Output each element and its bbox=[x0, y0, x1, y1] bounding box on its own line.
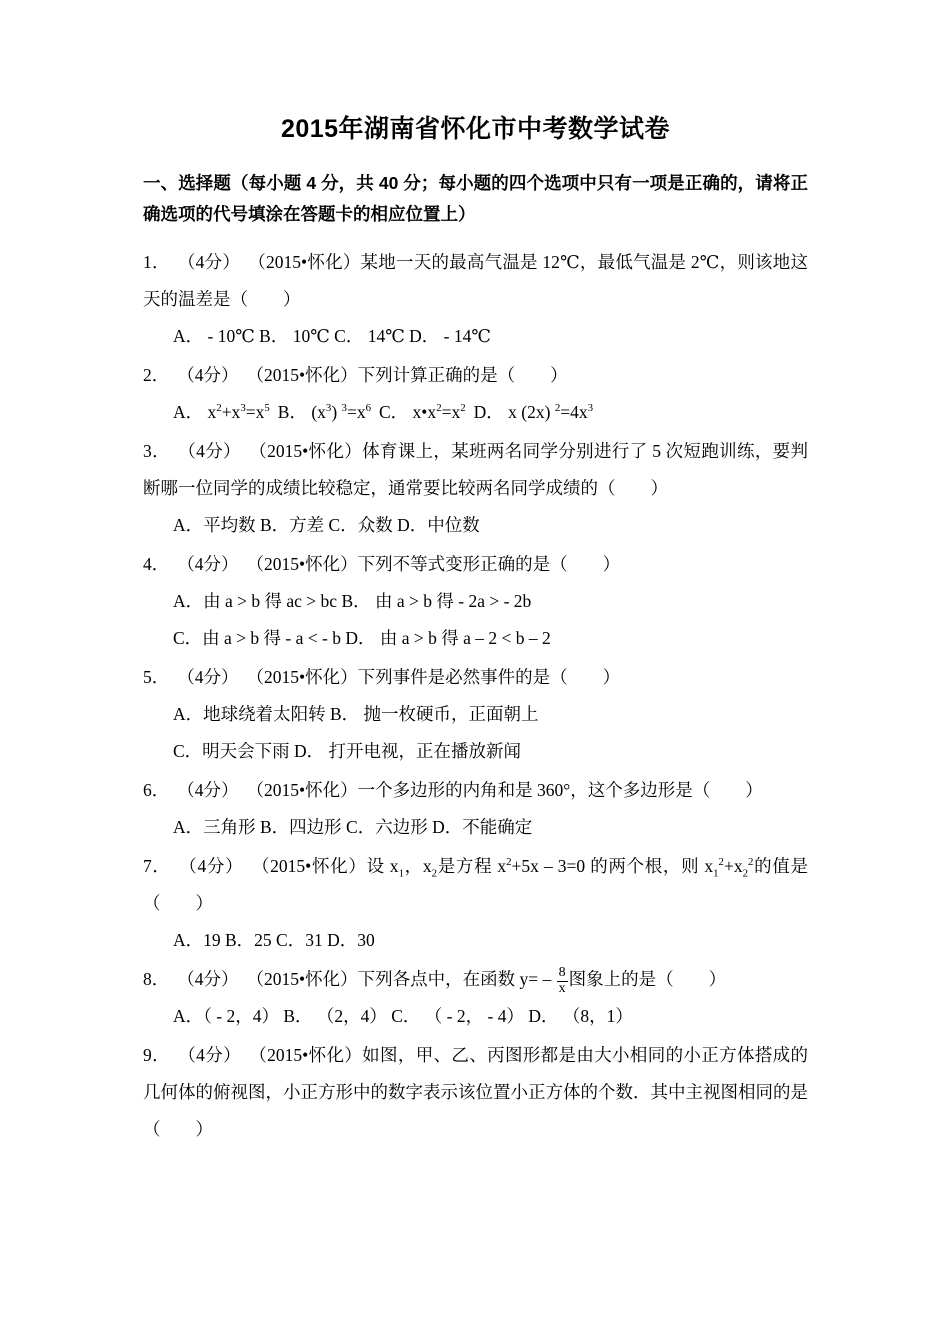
question-7-options: A．19 B．25 C．31 D．30 bbox=[173, 930, 375, 950]
question-4-options-line-2: C．由 a > b 得 - a < - b D． 由 a > b 得 a – 2 < b – 2 bbox=[173, 628, 551, 648]
question-6-text: 一个多边形的内角和是 360°，这个多边形是（ ） bbox=[357, 780, 763, 800]
question-6-options: A．三角形 B．四边形 C．六边形 D．不能确定 bbox=[173, 817, 533, 837]
question-9-stem bbox=[143, 1037, 808, 1148]
question-4-number: 4． bbox=[143, 554, 170, 574]
fraction-eight-over-x: $\frac{8}{x}$ bbox=[558, 965, 566, 996]
question-5-source: （2015•怀化） bbox=[246, 667, 358, 687]
question-4-options-line-1: A．由 a > b 得 ac > bc B． 由 a > b 得 - 2a > - 2b bbox=[173, 591, 532, 611]
question-7-source: （2015•怀化） bbox=[251, 856, 367, 876]
question-1-text: 某地一天的最高气温是 12℃，最低气温是 2℃，则该地这天的温差是（ ） bbox=[143, 252, 809, 309]
question-5-options-line-2: C．明天会下雨 D． 打开电视，正在播放新闻 bbox=[173, 741, 522, 761]
question-6-points: （4分） bbox=[177, 780, 239, 800]
question-5-text: 下列事件是必然事件的是（ ） bbox=[357, 667, 621, 687]
question-8-stem: 8． （4分） （2015•怀化）下列各点中，在函数 y= – $\frac{8}{x}$ 图象上的是（ ） bbox=[143, 965, 727, 996]
question-5-number: 5． bbox=[143, 667, 170, 687]
question-4-source: （2015•怀化） bbox=[246, 554, 358, 574]
question-8-points: （4分） bbox=[177, 969, 239, 989]
question-5-stem bbox=[143, 659, 808, 696]
question-5-options-line-1: A．地球绕着太阳转 B． 抛一枚硬币，正面朝上 bbox=[173, 704, 539, 724]
question-9-source: （2015•怀化） bbox=[248, 1045, 363, 1065]
question-1-options: A． - 10℃ B． 10℃ C． 14℃ D． - 14℃ bbox=[173, 326, 491, 346]
question-4-stem bbox=[143, 546, 808, 583]
question-6-source: （2015•怀化） bbox=[246, 780, 358, 800]
question-3-stem bbox=[143, 433, 808, 507]
question-7-stem: 7． （4分） （2015•怀化）设 $x_1$，$x_2$是方程 $x^2+5x - 3=0$ 的两个根，则 $x_1^2+x_2^2$的值是（ ） bbox=[143, 856, 808, 913]
question-2-options: A． $x^2+x^3=x^5$ B． $(x^3)$ $^3=x^6$ C． $x•x^2=x^2$ D． x (2x) $^2=4x^3$ bbox=[173, 402, 594, 422]
question-9 bbox=[143, 1037, 808, 1148]
question-8-number: 8． bbox=[143, 969, 170, 989]
document-body bbox=[143, 112, 808, 1150]
question-3-options: A．平均数 B．方差 C．众数 D．中位数 bbox=[173, 515, 480, 535]
question-7-points: （4分） bbox=[178, 856, 244, 876]
question-4-points: （4分） bbox=[177, 554, 239, 574]
question-2-number: 2． bbox=[143, 365, 170, 385]
question-1-stem bbox=[143, 244, 808, 318]
question-3-number: 3． bbox=[143, 441, 170, 461]
question-2-source: （2015•怀化） bbox=[246, 365, 358, 385]
question-8-source: （2015•怀化） bbox=[246, 969, 358, 989]
question-2-points: （4分） bbox=[177, 365, 239, 385]
question-5 bbox=[143, 659, 808, 770]
question-3-points: （4分） bbox=[177, 441, 241, 461]
question-3-text: 体育课上，某班两名同学分别进行了 5 次短跑训练，要判断哪一位同学的成绩比较稳定，通常要比较两名同学成绩的（ ） bbox=[143, 441, 809, 498]
question-3-source: （2015•怀化） bbox=[248, 441, 363, 461]
question-1-source: （2015•怀化） bbox=[248, 252, 361, 272]
question-3 bbox=[143, 433, 808, 544]
question-9-number: 9． bbox=[143, 1045, 170, 1065]
question-4 bbox=[143, 546, 808, 657]
question-2 bbox=[143, 357, 808, 431]
question-9-text: 如图，甲、乙、丙图形都是由大小相同的小正方体搭成的几何体的俯视图，小正方形中的数字表示该位置小正方体的个数．其中主视图相同的是（ ） bbox=[143, 1045, 809, 1139]
section-heading-choice-questions: 一、选择题（每小题 4 分，共 40 分；每小题的四个选项中只有一项是正确的，请将正确选项的代号填涂在答题卡的相应位置上） bbox=[143, 173, 808, 224]
question-6 bbox=[143, 772, 808, 846]
question-1-points: （4分） bbox=[177, 252, 241, 272]
question-2-text: 下列计算正确的是（ ） bbox=[357, 365, 568, 385]
question-5-points: （4分） bbox=[177, 667, 239, 687]
question-1 bbox=[143, 244, 808, 355]
question-7-number: 7． bbox=[143, 856, 171, 876]
question-8-options: A．（ - 2，4） B． （2，4） C． （ - 2， - 4） D． （8，1） bbox=[173, 1006, 633, 1026]
question-9-points: （4分） bbox=[177, 1045, 241, 1065]
question-6-number: 6． bbox=[143, 780, 170, 800]
question-7 bbox=[143, 848, 808, 959]
question-2-stem bbox=[143, 357, 808, 394]
question-8 bbox=[143, 961, 808, 1035]
page-title: 2015年湖南省怀化市中考数学试卷 bbox=[280, 115, 671, 143]
question-4-text: 下列不等式变形正确的是（ ） bbox=[357, 554, 621, 574]
question-6-stem bbox=[143, 772, 808, 809]
question-1-number: 1． bbox=[143, 252, 170, 272]
